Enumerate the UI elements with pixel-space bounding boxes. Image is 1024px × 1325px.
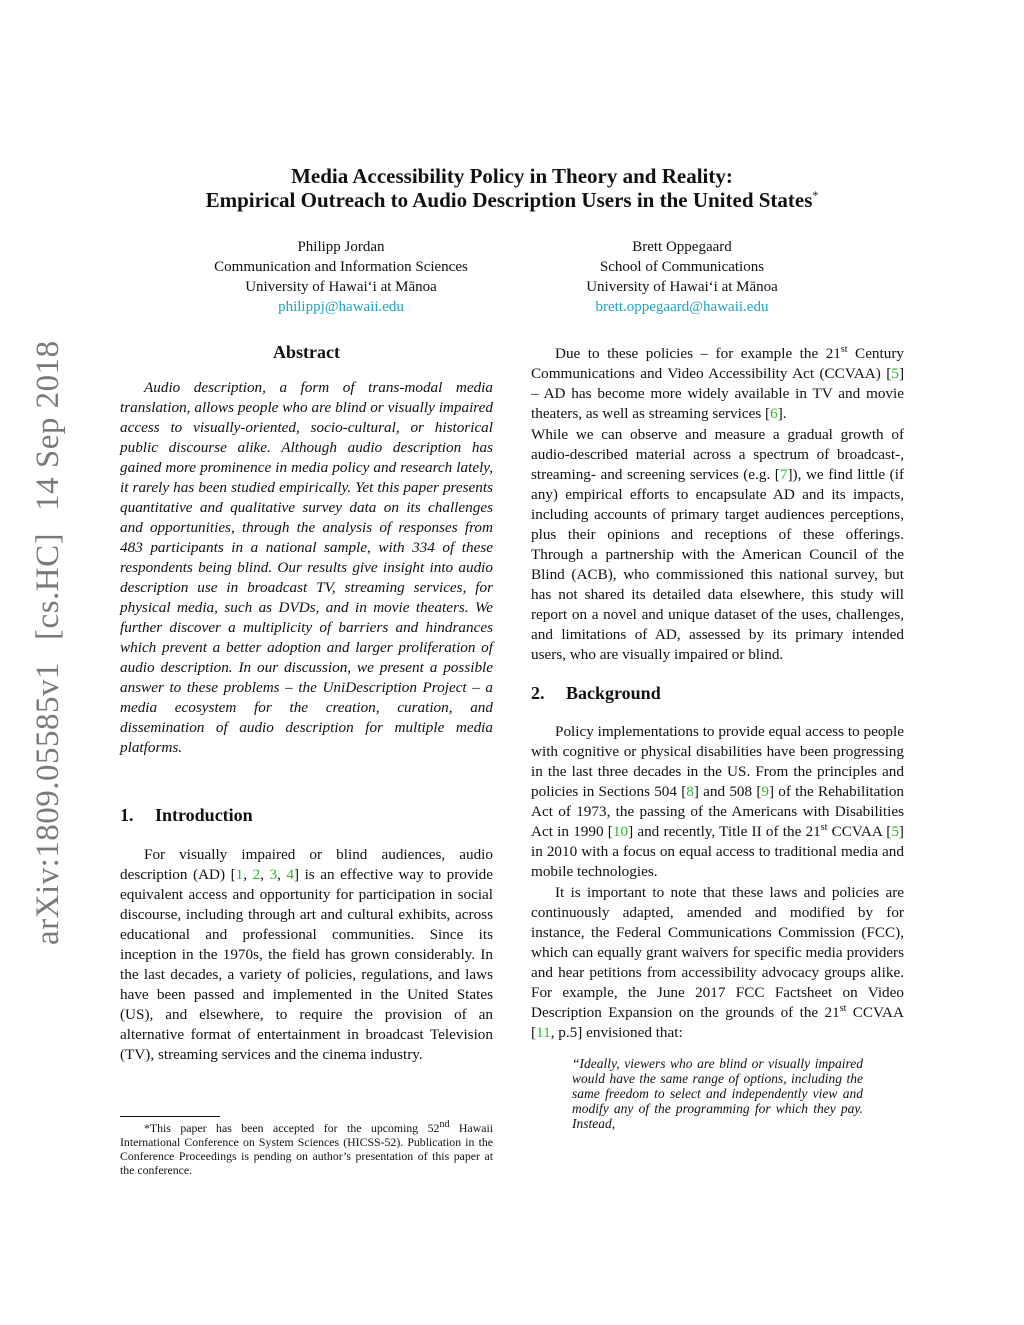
author-2-dept: School of Communications [599,259,765,275]
rc-p1-b: Century Communications and Video Accessibility Act (CCVAA) [ [531,345,904,382]
bg-p1-c: ] of the Rehabilitation Act of 1973, the passing of the Americans with Disabilities Act in 1990 [ [531,783,905,840]
cite-1[interactable]: 1 [235,866,244,883]
author-1-email[interactable]: philippj@hawaii.edu [278,299,404,315]
left-column [120,342,493,1065]
cite-3[interactable]: 3 [269,866,278,883]
rc-p1-sup: st [840,343,848,355]
cite-10[interactable]: 10 [612,823,629,840]
footnote-rule [120,1116,220,1117]
bg-p1-f: ] in 2010 with a focus on equal access to traditional media and mobile technologies. [531,823,904,880]
cite-5[interactable]: 5 [891,365,899,382]
bg-sup-1: st [820,821,828,833]
cite-11[interactable]: 11 [536,1024,551,1041]
right-column [531,344,904,1131]
background-number: 2. [531,683,545,703]
intro-text-b: ] is an effective way to provide equivalent access and opportunity for participation in social discourse, including through art and cultural exhibits, across educational and professional communities. Since its inception in the 1970s, the field has grown considerably. In the last decades, a variety of policies, regulations, and laws have been passed and implemented in the United States (US), and elsewhere, to require the provision of an alternative format of entertainment in broadcast Television (TV), streaming services and the cinema industry. [120,866,494,1063]
rc-p1-d: ]. [777,405,787,422]
author-2-name: Brett Oppegaard [632,239,732,255]
title-line-1: Media Accessibility Policy in Theory and Reality: [291,164,733,188]
paper-title [0,164,1024,212]
cite-6[interactable]: 6 [770,405,778,422]
cite-8[interactable]: 8 [686,783,694,800]
cite-4[interactable]: 4 [286,866,294,883]
bg-p1-b: ] and 508 [ [693,783,762,800]
title-line-2-text: Empirical Outreach to Audio Description Users in the United States [205,188,813,212]
author-1 [181,237,501,317]
arxiv-category: [cs.HC] [30,532,66,640]
bg-p1-d: ] and recently, Title II of the 21 [628,823,821,840]
background-paragraph-2 [531,883,904,1043]
cite-7[interactable]: 7 [779,466,788,483]
arxiv-stamp [30,0,67,945]
background-heading [531,683,904,703]
background-title: Background [566,683,661,703]
title-line-2 [0,188,1024,212]
footnote-text-a: *This paper has been accepted for the upcoming 52 [144,1121,440,1135]
intro-title: Introduction [155,805,253,825]
arxiv-date: 14 Sep 2018 [30,340,66,511]
rc-p1-a: Due to these policies – for example the 21 [555,345,841,362]
abstract-text: Audio description, a form of trans-modal media translation, allows people who are blind or visually impaired access to visually-oriented, socio-cultural, or historical public discourse alike. Although audio description has gained more prominence in media policy and research lately, it rarely has been studied empirically. Yet this paper presents quantitative and qualitative survey data on its challenges and opportunities, through the analysis of responses from 483 participants in a national sample, with 334 of these respondents being blind. Our results give insight into audio description use in broadcast TV, streaming services, for physical media, such as DVDs, and in movie theaters. We further discover a multiplicity of barriers and hindrances which prevent a better adoption and larger proliferation of audio description. In our discussion, we present a possible answer to these problems – the UniDescription Project – a media ecosystem for the creation, curation, and dissemination of audio description for multiple media platforms. [120,379,493,756]
right-paragraph-2 [531,425,904,665]
cite-5b[interactable]: 5 [891,823,899,840]
footnote-sup: nd [439,1119,450,1131]
bg-p2-c: , p.5] envisioned that: [550,1024,683,1041]
footnote [120,1121,493,1177]
author-2 [522,237,842,317]
bg-p1-e: CCVAA [ [827,823,892,840]
intro-text-a: For visually impaired or blind audiences, audio description (AD) [ [120,846,493,883]
intro-number: 1. [120,805,134,825]
rc-p2-b: ]), we find little (if any) empirical efforts to encapsulate AD and its impacts, including accounts of primary target audiences perceptions, plus their opinions and receptions of these offerings. Through a partnership with the American Council of the Blind (ACB), who commissioned this national survey, but has not shared its detailed data elsewhere, this study will report on a novel and unique dataset of the uses, challenges, and limitations of AD, assessed by its primary intended users, who are visually impaired or blind. [531,466,904,663]
title-footnote-mark: * [812,188,819,202]
author-2-email[interactable]: brett.oppegaard@hawaii.edu [595,299,769,315]
cite-2[interactable]: 2 [252,866,261,883]
background-paragraph-1 [531,722,904,882]
author-1-dept: Communication and Information Sciences [214,259,468,275]
block-quote: “Ideally, viewers who are blind or visually impaired would have the same range of options, including the same freedom to select and independently view and modify any of the programming for which they pay. Instead, [572,1056,863,1131]
footnote-text [120,1121,493,1177]
bg-p1-a: Policy implementations to provide equal access to people with cognitive or physical disabilities have been progressing in the last three decades in the US. From the principles and policies in Sections 504 [ [531,723,904,800]
rc-p2-a: While we can observe and measure a gradual growth of audio-described material across a spectrum of broadcast-, streaming- and screening services (e.g. [ [531,426,904,483]
bg-p2-b: CCVAA [ [531,1004,904,1041]
author-1-univ: University of Hawai‘i at Mānoa [245,279,437,295]
right-paragraph-1 [531,344,904,424]
arxiv-id: arXiv:1809.05585v1 [30,661,66,945]
author-2-univ: University of Hawai‘i at Mānoa [586,279,778,295]
cite-9[interactable]: 9 [761,783,769,800]
rc-p1-c: ] – AD has become more widely available in TV and movie theaters, as well as streaming services [ [531,365,904,422]
bg-p2-a: It is important to note that these laws and policies are continuously adapted, amended and modified by for instance, the Federal Communications Commission (FCC), which can equally grant waivers for specific media providers and hear petitions from accessibility advocacy groups alike. For example, the June 2017 FCC Factsheet on Video Description Expansion on the grounds of the 21 [531,884,904,1021]
bg-sup-2: st [839,1002,847,1014]
abstract-heading: Abstract [273,342,340,362]
intro-heading [120,805,493,825]
author-1-name: Philipp Jordan [297,239,385,255]
footnote-text-b: Hawaii International Conference on System Sciences (HICSS-52). Publication in the Conference Proceedings is pending on author’s presentation of this paper at the conference. [120,1121,493,1177]
intro-paragraph: For visually impaired or blind audiences, audio description (AD) [1, 2, 3, 4] is an effective way to provide equivalent access and opportunity for participation in social discourse, including through art and cultural exhibits, across educational and professional communities. Since its inception in the 1970s, the field has grown considerably. In the last decades, a variety of policies, regulations, and laws have been passed and implemented in the United States (US), and elsewhere, to require the provision of an alternative format of entertainment in broadcast Television (TV), streaming services and the cinema industry. [120,846,494,1063]
